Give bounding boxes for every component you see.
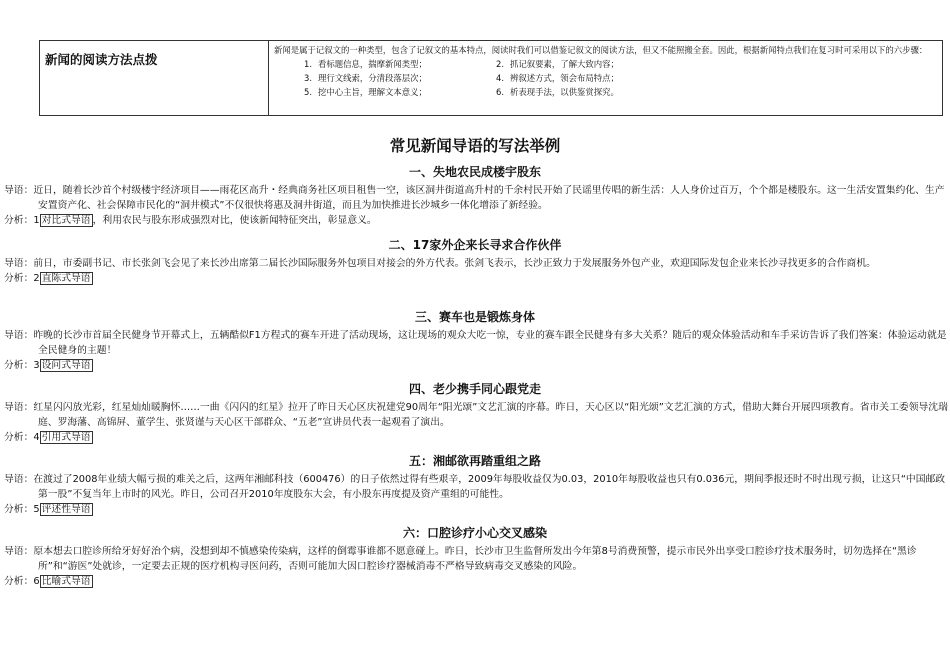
section-title: 二、17家外企来长寻求合作伙伴	[388, 238, 562, 252]
tips-step: 3. 理行文线索，分清段落层次；	[304, 73, 427, 83]
lead-label: 导语：	[4, 546, 34, 557]
example-section	[0, 163, 950, 228]
section-title: 一、失地农民成楼宇股东	[408, 165, 541, 179]
lead-text: 近日，随着长沙首个村级楼宇经济项目——雨花区高升・经典商务社区项目租售一空，该区洞井街道高升村的千余村民开始了民谣里传唱的新生活：人人身价过百万，个个都是楼股东。这一生活安置集约化、生产安置资产化、社会保障市民化的“洞井模式”不仅很快将惠及洞井街道，而且为加快推进长沙城乡一体化增添了新经验。	[33, 185, 945, 211]
analysis-label: 分析：	[4, 360, 34, 371]
tips-step: 1. 看标题信息，揣摩新闻类型；	[304, 59, 427, 69]
lead-text: 前日，市委副书记、市长张剑飞会见了来长沙出席第二届长沙国际服务外包项目对接会的外方代表。张剑飞表示，长沙正致力于发展服务外包产业，欢迎国际发包企业来长沙寻找更多的合作商机。	[33, 258, 876, 269]
example-section	[0, 380, 950, 445]
analysis-line: 分析：2 直陈式导语	[4, 273, 91, 284]
example-section	[0, 236, 950, 286]
section-title: 四、老少携手同心跟党走	[408, 382, 541, 396]
tips-step: 4. 辨叙述方式，领会布局特点；	[496, 73, 619, 83]
tips-title: 新闻的阅读方法点拨	[45, 52, 158, 67]
lead-text: 原本想去口腔诊所给牙好好治个病，没想到却不慎感染传染病，这样的倒霉事谁都不愿意碰上。昨日，长沙市卫生监督所发出今年第8号消费预警，提示市民外出享受口腔诊疗技术服务时，切勿选择在“黑诊所”和“游医”处就诊，一定要去正规的医疗机构寻医问药，否则可能加大因口腔诊疗器械消毒不严格导致病毒交叉感染的风险。	[33, 546, 917, 572]
lead-paragraph	[4, 256, 950, 271]
tips-step: 2. 抓记叙要素，了解大致内容；	[496, 59, 619, 69]
document-title: 常见新闻导语的写法举例	[389, 137, 561, 155]
tips-step: 5. 挖中心主旨，理解文本意义；	[304, 87, 427, 97]
lead-label: 导语：	[4, 330, 34, 341]
analysis-text: ，利用农民与股东形成强烈对比，使该新闻特征突出，彰显意义。	[92, 215, 377, 226]
lead-type-box: 对比式导语	[41, 215, 91, 226]
lead-paragraph	[4, 400, 950, 430]
analysis-line: 分析：5 评述性导语	[4, 504, 91, 515]
lead-label: 导语：	[4, 402, 34, 413]
example-section	[0, 524, 950, 589]
lead-type-box: 评述性导语	[41, 504, 91, 515]
analysis-label: 分析：	[4, 504, 34, 515]
example-section	[0, 308, 950, 373]
lead-type-box: 比喻式导语	[41, 576, 91, 587]
reading-tips-table	[39, 40, 943, 116]
analysis-label: 分析：	[4, 576, 34, 587]
analysis-label: 分析：	[4, 215, 34, 226]
analysis-line: 分析：6 比喻式导语	[4, 576, 91, 587]
example-section	[0, 452, 950, 517]
tips-intro: 新闻是属于记叙文的一种类型，包含了记叙文的基本特点，阅读时我们可以借鉴记叙文的阅读方法，但又不能照搬全套。因此，根据新闻特点我们在复习时可采用以下的六步骤：	[274, 45, 928, 55]
lead-text: 昨晚的长沙市首届全民健身节开幕式上，五辆酷似F1方程式的赛车开进了活动现场，这让现场的观众大吃一惊，专业的赛车跟全民健身有多大关系？随后的观众体验活动和车手采访告诉了我们答案：体验运动就是全民健身的主题！	[33, 330, 947, 356]
section-title: 三、赛车也是锻炼身体	[414, 310, 535, 324]
section-title: 五：湘邮欲再踏重组之路	[408, 454, 541, 468]
lead-type-box: 设问式导语	[41, 360, 91, 371]
analysis-label: 分析：	[4, 432, 34, 443]
lead-label: 导语：	[4, 474, 34, 485]
tips-steps	[304, 57, 942, 99]
lead-text: 红星闪闪放光彩，红星灿灿暖胸怀……一曲《闪闪的红星》拉开了昨日天心区庆祝建党90周年“阳光颂”文艺汇演的序幕。昨日，天心区以“阳光颂”文艺汇演的方式，借助大舞台开展四项教育。省市关工委领导沈瑞庭、罗海藩、高锦屏、董学生、张贤谨与天心区干部群众、“五老”宣讲员代表一起观看了演出。	[33, 402, 948, 428]
analysis-line: 分析：4 引用式导语	[4, 432, 91, 443]
analysis-label: 分析：	[4, 273, 34, 284]
analysis-line: 分析：1 对比式导语 ，利用农民与股东形成强烈对比，使该新闻特征突出，彰显意义。	[4, 215, 377, 226]
lead-paragraph	[4, 472, 950, 502]
tips-step: 6. 析表现手法，以供鉴赏探究。	[496, 87, 619, 97]
lead-type-box: 直陈式导语	[41, 273, 91, 284]
lead-paragraph	[4, 328, 950, 358]
tips-title-cell	[40, 41, 269, 116]
lead-type-box: 引用式导语	[41, 432, 91, 443]
lead-paragraph	[4, 183, 950, 213]
section-title: 六：口腔诊疗小心交叉感染	[402, 526, 547, 540]
lead-label: 导语：	[4, 258, 34, 269]
lead-paragraph	[4, 544, 950, 574]
analysis-line: 分析：3 设问式导语	[4, 360, 91, 371]
tips-content-cell	[269, 41, 943, 116]
lead-text: 在渡过了2008年业绩大幅亏损的难关之后，这两年湘邮科技（600476）的日子依然过得有些艰辛，2009年每股收益仅为0.03，2010年每股收益也只有0.036元，期间季报还时不时出现亏损，让这只“中国邮政第一股”不复当年上市时的风光。昨日，公司召开2010年度股东大会，有小股东再度提及资产重组的可能性。	[33, 474, 946, 500]
lead-label: 导语：	[4, 185, 34, 196]
